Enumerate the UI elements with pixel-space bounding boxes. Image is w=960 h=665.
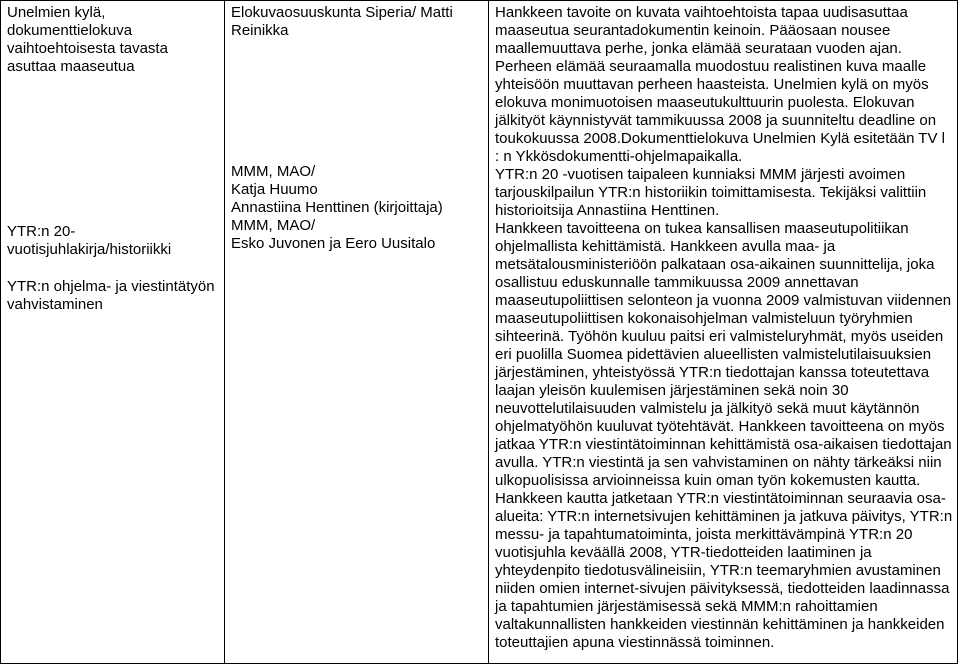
executor-line: Annastiina Henttinen (kirjoittaja) — [231, 199, 443, 216]
executor-film-cooperative: Elokuvaosuuskunta Siperia/ Matti Reinikka — [231, 4, 453, 39]
description-communications: Hankkeen tavoitteena on tukea kansallisen maaseutupolitiikan ohjelmallista kehittämistä. Hankkeen avulla maa- ja metsätalousministeriöön palkataan osa-aikainen suunnittelija, joka osallistuu eduskunnalle tammikuussa 2009 annettavan maaseutupoliittisen selonteon ja vuonna 2009 valmistuvan viidennen maaseutupoliittisen kokonaisohjelman valmisteluun työryhmien sihteerinä. Työhön kuuluu paitsi eri valmisteluryhmät, myös useiden eri puolilla Suomea pidettävien alueellisten valmistelutilaisuuksien järjestäminen, yhteistyössä YTR:n tiedottajan kanssa toteutettava laajan yleisön kuulemisen järjestäminen sekä noin 30 neuvottelutilaisuuden valmistelu ja jälkityö sekä muut käytännön ohjelmatyöhön kuuluvat työtehtävät. Hankkeen tavoitteena on myös jatkaa YTR:n viestintätoiminnan kehittämistä osa-aikaisen tiedottajan avulla. YTR:n viestintä ja sen vahvistaminen on nähty tärkeäksi niin ulkopuolisissa arvioinneissa kuin oman työn kokemusten kautta. Hankkeen kautta jatketaan YTR:n viestintätoiminnan seuraavia osa-alueita: YTR:n internetsivujen kehittäminen ja jatkuva päivitys, YTR:n messu- ja tapahtumatoiminta, joista merkittävämpinä YTR:n 20 vuotisjuhla keväällä 2008, YTR-tiedotteiden laatiminen ja yhteydenpito tiedotusvälineisiin, YTR:n teemaryhmien avustaminen niiden omien internet-sivujen päivityksessä, tiedotteiden laadinnassa ja tapahtumien järjestämisessä sekä MMM:n rahoittamien valtakunnallisten hankkeiden viestinnän kehittäminen ja hankkeiden toteuttajien apuna viestinnässä toiminnen. — [495, 220, 953, 651]
project-title-cell — [1, 1, 225, 664]
table-row — [1, 1, 958, 664]
executor-line: MMM, MAO/ — [231, 163, 316, 180]
executor-line: Katja Huumo — [231, 181, 318, 198]
project-executor-cell — [225, 1, 489, 664]
executor-line: MMM, MAO/ — [231, 217, 316, 234]
project-title-communications: YTR:n ohjelma- ja viestintätyön vahvistaminen — [7, 278, 215, 313]
project-description-cell — [489, 1, 958, 664]
description-dream-village: Hankkeen tavoite on kuvata vaihtoehtoista tapaa uudisasuttaa maaseutua seurantadokumentin keinoin. Pääosaan nousee maallemuuttava perhe, jonka elämää seurataan vuoden ajan. Perheen elämää seuraamalla muodostuu realistinen kuva maalle yhteisöön muuttavan perheen haasteista. Unelmien kylä on myös elokuva monimuotoisen maaseutukulttuurin puolesta. Elokuvan jälkityöt käynnistyvät tammikuussa 2008 ja suunniteltu deadline on toukokuussa 2008.Dokumenttielokuva Unelmien Kylä esitetään TV l : n Ykkösdokumentti-ohjelmapaikalla. — [495, 4, 945, 165]
executor-line: Esko Juvonen ja Eero Uusitalo — [231, 235, 436, 252]
executor-mmm-group — [231, 163, 484, 253]
project-title-history-book: YTR:n 20-vuotisjuhlakirja/historiikki — [7, 223, 172, 258]
description-history-book: YTR:n 20 -vuotisen taipaleen kunniaksi MMM järjesti avoimen tarjouskilpailun YTR:n historiikin toimittamisesta. Tekijäksi valittiin historioitsija Annastiina Henttinen. — [495, 166, 927, 219]
project-title-dream-village: Unelmien kylä, dokumenttielokuva vaihtoehtoisesta tavasta asuttaa maaseutua — [7, 4, 168, 75]
